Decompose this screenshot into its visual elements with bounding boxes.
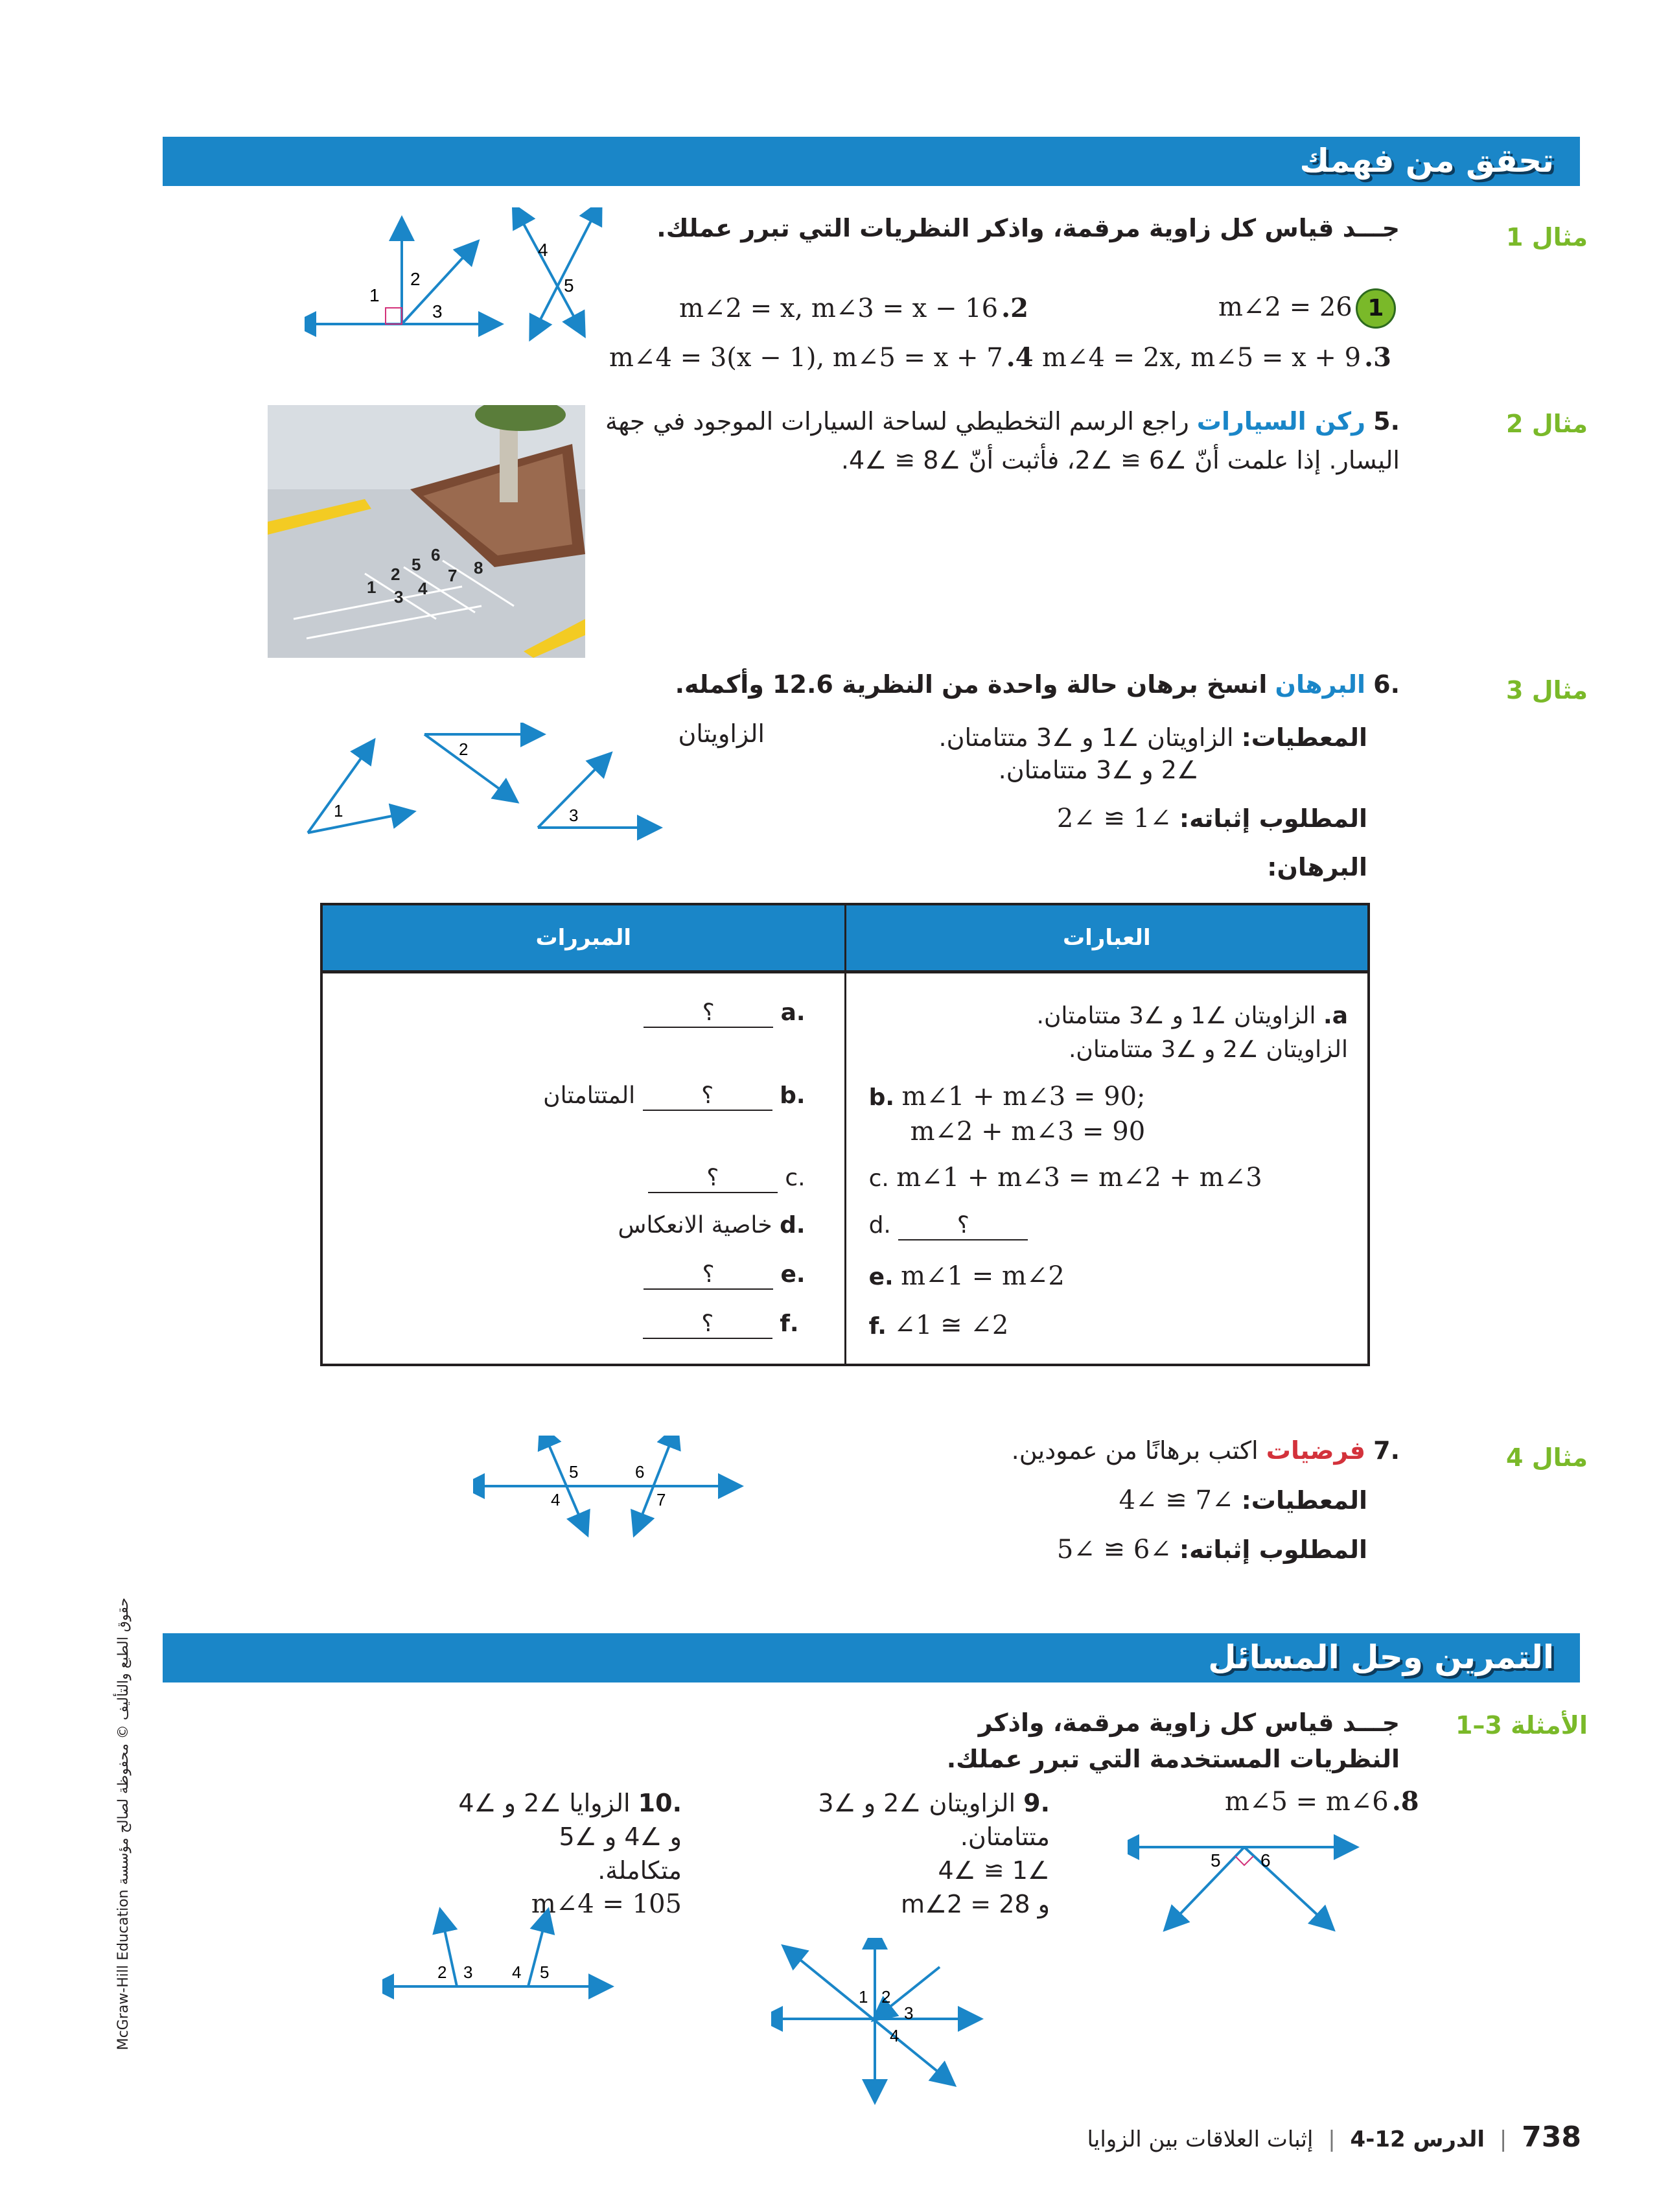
given-extra: الزاويتان <box>678 719 765 748</box>
svg-text:3: 3 <box>904 2003 914 2023</box>
practice-band <box>163 1633 1580 1682</box>
problem-9-line-1: الزاويتان ∠2 و ∠3 <box>818 1789 1016 1817</box>
svg-text:2: 2 <box>459 739 469 759</box>
svg-text:5: 5 <box>412 555 421 574</box>
svg-text:7: 7 <box>656 1490 666 1509</box>
reason-c-label: .c <box>785 1165 806 1191</box>
statement-b-line-2: m∠2 + m∠3 = 90 <box>910 1117 1146 1147</box>
problem-8-number: .8 <box>1391 1786 1419 1817</box>
reason-b-blank[interactable]: ؟ <box>643 1082 772 1111</box>
practice-instruction-line-2: النظريات المستخدمة التي تبرر عملك. <box>946 1745 1400 1773</box>
problem-9-line-2: متتامتان. <box>960 1822 1050 1851</box>
statement-e-text: m∠1 = m∠2 <box>901 1261 1065 1291</box>
check-understanding-band <box>163 137 1580 186</box>
figure-problem-9 <box>771 1938 985 2106</box>
svg-text:3: 3 <box>463 1962 473 1982</box>
proof-label: البرهان: <box>1267 853 1367 881</box>
example-2-label: مثال 2 <box>1506 410 1588 438</box>
statement-b-line-1: m∠1 + m∠3 = 90; <box>901 1082 1146 1112</box>
statement-d-label: d. <box>868 1212 891 1239</box>
statement-b-label: b. <box>868 1084 895 1111</box>
svg-text:4: 4 <box>890 2026 899 2045</box>
lesson-title: إثبات العلاقات بين الزوايا <box>1087 2126 1314 2152</box>
problem-5-line-2: اليسار. إذا علمت أنّ ∠6 ≅ ∠2، فأثبت أنّ ∠8 ≅ ∠4. <box>841 446 1400 474</box>
svg-text:6: 6 <box>1260 1850 1271 1870</box>
svg-text:1: 1 <box>369 285 380 305</box>
copyright-sidebar <box>115 1598 141 2071</box>
svg-text:6: 6 <box>431 545 441 565</box>
reasons-column <box>321 972 845 1366</box>
reason-e-label: .e <box>780 1261 806 1288</box>
given-label: المعطيات: <box>1241 723 1367 752</box>
svg-text:1: 1 <box>334 801 343 821</box>
svg-text:1: 1 <box>367 577 377 597</box>
practice-instruction <box>947 1705 1400 1777</box>
problem-2-text: m∠2 = x, m∠3 = x − 16 <box>679 294 999 323</box>
statement-d-blank[interactable]: ؟ <box>898 1212 1028 1240</box>
problem-5 <box>557 402 1400 480</box>
proof-table <box>320 903 1370 1366</box>
svg-text:1: 1 <box>859 1987 868 2007</box>
svg-text:6: 6 <box>635 1462 645 1482</box>
problem-7-given <box>1119 1485 1367 1515</box>
problem-7 <box>1012 1436 1400 1465</box>
problem-7-prove-text: ∠6 ≅ ∠5 <box>1056 1535 1172 1565</box>
problem-7-given-label: المعطيات: <box>1241 1486 1367 1515</box>
example-3-label: مثال 3 <box>1506 676 1588 704</box>
practice-instruction-line-1: جـــد قياس كل زاوية مرقمة، واذكر <box>978 1708 1400 1737</box>
svg-text:2: 2 <box>437 1962 447 1982</box>
problem-7-topic: فرضيات <box>1266 1436 1366 1465</box>
problem-8 <box>1225 1786 1419 1817</box>
example-4-label: مثال 4 <box>1506 1443 1588 1472</box>
statement-a <box>846 999 1348 1067</box>
problem-3-number: .3 <box>1364 342 1391 373</box>
statement-f <box>869 1310 1367 1340</box>
problem-6-topic: البرهان <box>1275 670 1366 699</box>
statement-b <box>869 1080 1367 1150</box>
svg-text:2: 2 <box>881 1987 891 2007</box>
reason-b-label: .b <box>780 1082 806 1109</box>
reason-e-blank[interactable]: ؟ <box>644 1261 773 1290</box>
example-1-label: مثال 1 <box>1506 223 1588 251</box>
reason-a <box>323 999 806 1028</box>
reason-e <box>323 1261 806 1290</box>
statement-e <box>869 1261 1367 1291</box>
reason-c <box>323 1165 806 1193</box>
svg-text:8: 8 <box>474 558 483 577</box>
reason-f-label: .f <box>780 1310 799 1337</box>
page-footer: 738 | الدرس 12-4 | إثبات العلاقات بين الزوايا <box>1087 2121 1581 2154</box>
problem-10-line-4: m∠4 = 105 <box>531 1889 682 1919</box>
problem-4 <box>609 342 1034 373</box>
instruction-1: جـــد قياس كل زاوية مرقمة، واذكر النظريات التي تبرر عملك. <box>656 214 1400 242</box>
figure-problem-6 <box>298 723 674 852</box>
svg-text:4: 4 <box>512 1962 522 1982</box>
statement-c-text: m∠1 + m∠3 = m∠2 + m∠3 <box>896 1163 1262 1193</box>
problem-10-line-2: و ∠4 و ∠5 <box>559 1822 682 1851</box>
problem-6-prove <box>1057 804 1367 833</box>
reason-d-text: خاصية الانعكاس <box>618 1212 772 1239</box>
prove-text: ∠1 ≅ ∠2 <box>1056 804 1172 833</box>
svg-text:5: 5 <box>1211 1850 1221 1870</box>
svg-text:4: 4 <box>538 240 548 260</box>
problem-5-number: .5 <box>1373 407 1400 436</box>
reason-b <box>323 1082 806 1111</box>
svg-text:5: 5 <box>540 1962 550 1982</box>
figure-problem-10 <box>382 1905 616 2003</box>
svg-text:5: 5 <box>564 275 574 296</box>
copyright-text: حقوق الطبع والتأليف © محفوظة لصالح مؤسسة McGraw-Hill Education <box>115 1598 132 2051</box>
reason-d <box>323 1212 806 1239</box>
reason-d-label: .d <box>780 1212 806 1239</box>
problem-2 <box>679 293 1028 323</box>
given-line-1: الزاويتان ∠1 و ∠3 متتامتان. <box>938 723 1234 752</box>
svg-text:2: 2 <box>410 269 421 289</box>
problem-4-number: .4 <box>1006 342 1034 373</box>
statement-e-label: e. <box>868 1264 894 1290</box>
statement-c <box>869 1163 1367 1193</box>
statements-header: العبارات <box>845 904 1369 972</box>
svg-text:4: 4 <box>551 1490 561 1509</box>
svg-text:4: 4 <box>418 579 428 598</box>
problem-1-number: 1 <box>1356 288 1396 329</box>
problem-1-text: m∠2 = 26 <box>1218 292 1352 322</box>
svg-text:3: 3 <box>394 587 404 607</box>
problem-7-number: .7 <box>1373 1436 1400 1465</box>
statement-a-label: a. <box>1323 1003 1348 1029</box>
problem-10-number: .10 <box>638 1789 682 1817</box>
reason-f <box>323 1310 799 1339</box>
reason-a-label: .a <box>780 999 806 1026</box>
reason-a-blank[interactable]: ؟ <box>644 999 773 1028</box>
problem-9-number: .9 <box>1023 1789 1050 1817</box>
problem-8-text: m∠5 = m∠6 <box>1225 1787 1389 1817</box>
svg-text:3: 3 <box>432 301 443 321</box>
parking-lot-photo <box>268 405 585 658</box>
problem-7-prove <box>1057 1535 1367 1565</box>
reasons-header: المبررات <box>321 904 845 972</box>
examples-1-3-label: الأمثلة 3–1 <box>1455 1711 1588 1740</box>
problem-7-prove-label: المطلوب إثباته: <box>1179 1535 1367 1564</box>
reason-c-blank[interactable]: ؟ <box>648 1165 778 1193</box>
svg-text:7: 7 <box>448 566 458 585</box>
problem-9-line-4: و m∠2 = 28 <box>900 1890 1050 1918</box>
problem-6-text: انسخ برهان حالة واحدة من النظرية 12.6 وأكمله. <box>675 670 1268 699</box>
problem-10-line-3: متكاملة. <box>597 1856 682 1885</box>
practice-title: التمرين وحل المسائل <box>1208 1638 1554 1676</box>
statement-f-text: ∠1 ≅ ∠2 <box>894 1310 1009 1340</box>
problem-6-number: .6 <box>1373 670 1400 699</box>
lesson-label: الدرس 12-4 <box>1350 2126 1485 2152</box>
problem-3-text: m∠4 = 2x, m∠5 = x + 9 <box>1042 343 1362 373</box>
page-number: 738 <box>1522 2121 1581 2154</box>
problem-1 <box>1218 288 1396 329</box>
reason-f-blank[interactable]: ؟ <box>643 1310 772 1339</box>
problem-2-number: .2 <box>1001 293 1028 323</box>
problem-6 <box>428 670 1400 699</box>
statements-column <box>845 972 1369 1366</box>
statement-d <box>869 1212 1367 1240</box>
problem-10-line-1: الزوايا ∠2 و ∠4 <box>458 1789 631 1817</box>
problem-10 <box>458 1786 682 1921</box>
problem-5-topic: ركن السيارات <box>1196 407 1366 436</box>
statement-c-label: c. <box>868 1165 889 1192</box>
statement-f-label: f. <box>868 1313 887 1340</box>
problem-7-given-text: ∠7 ≅ ∠4 <box>1119 1485 1234 1515</box>
given-line-2: ∠2 و ∠3 متتامتان. <box>998 756 1199 784</box>
problem-9-line-3: ∠1 ≅ ∠4 <box>938 1856 1050 1885</box>
statement-a-line-1: الزاويتان ∠1 و ∠3 متتامتان. <box>1036 1003 1316 1029</box>
problem-9 <box>818 1786 1050 1921</box>
figure-problem-1 <box>305 207 609 343</box>
problem-4-text: m∠4 = 3(x − 1), m∠5 = x + 7 <box>609 343 1003 373</box>
prove-label: المطلوب إثباته: <box>1179 804 1367 833</box>
reason-b-suffix: المتتامتان <box>543 1082 636 1109</box>
problem-7-text: اكتب برهانًا من عمودين. <box>1011 1436 1259 1465</box>
check-understanding-title: تحقق من فهمك <box>1299 142 1554 180</box>
svg-text:5: 5 <box>569 1462 579 1482</box>
problem-3 <box>1042 342 1391 373</box>
problem-5-line-1: راجع الرسم التخطيطي لساحة السيارات الموجود في جهة <box>605 407 1189 436</box>
svg-text:3: 3 <box>569 806 579 825</box>
figure-problem-8 <box>1128 1821 1361 1938</box>
svg-text:2: 2 <box>391 565 400 584</box>
statement-a-line-2: الزاويتان ∠2 و ∠3 متتامتان. <box>1068 1036 1348 1063</box>
figure-problem-7 <box>473 1436 745 1539</box>
